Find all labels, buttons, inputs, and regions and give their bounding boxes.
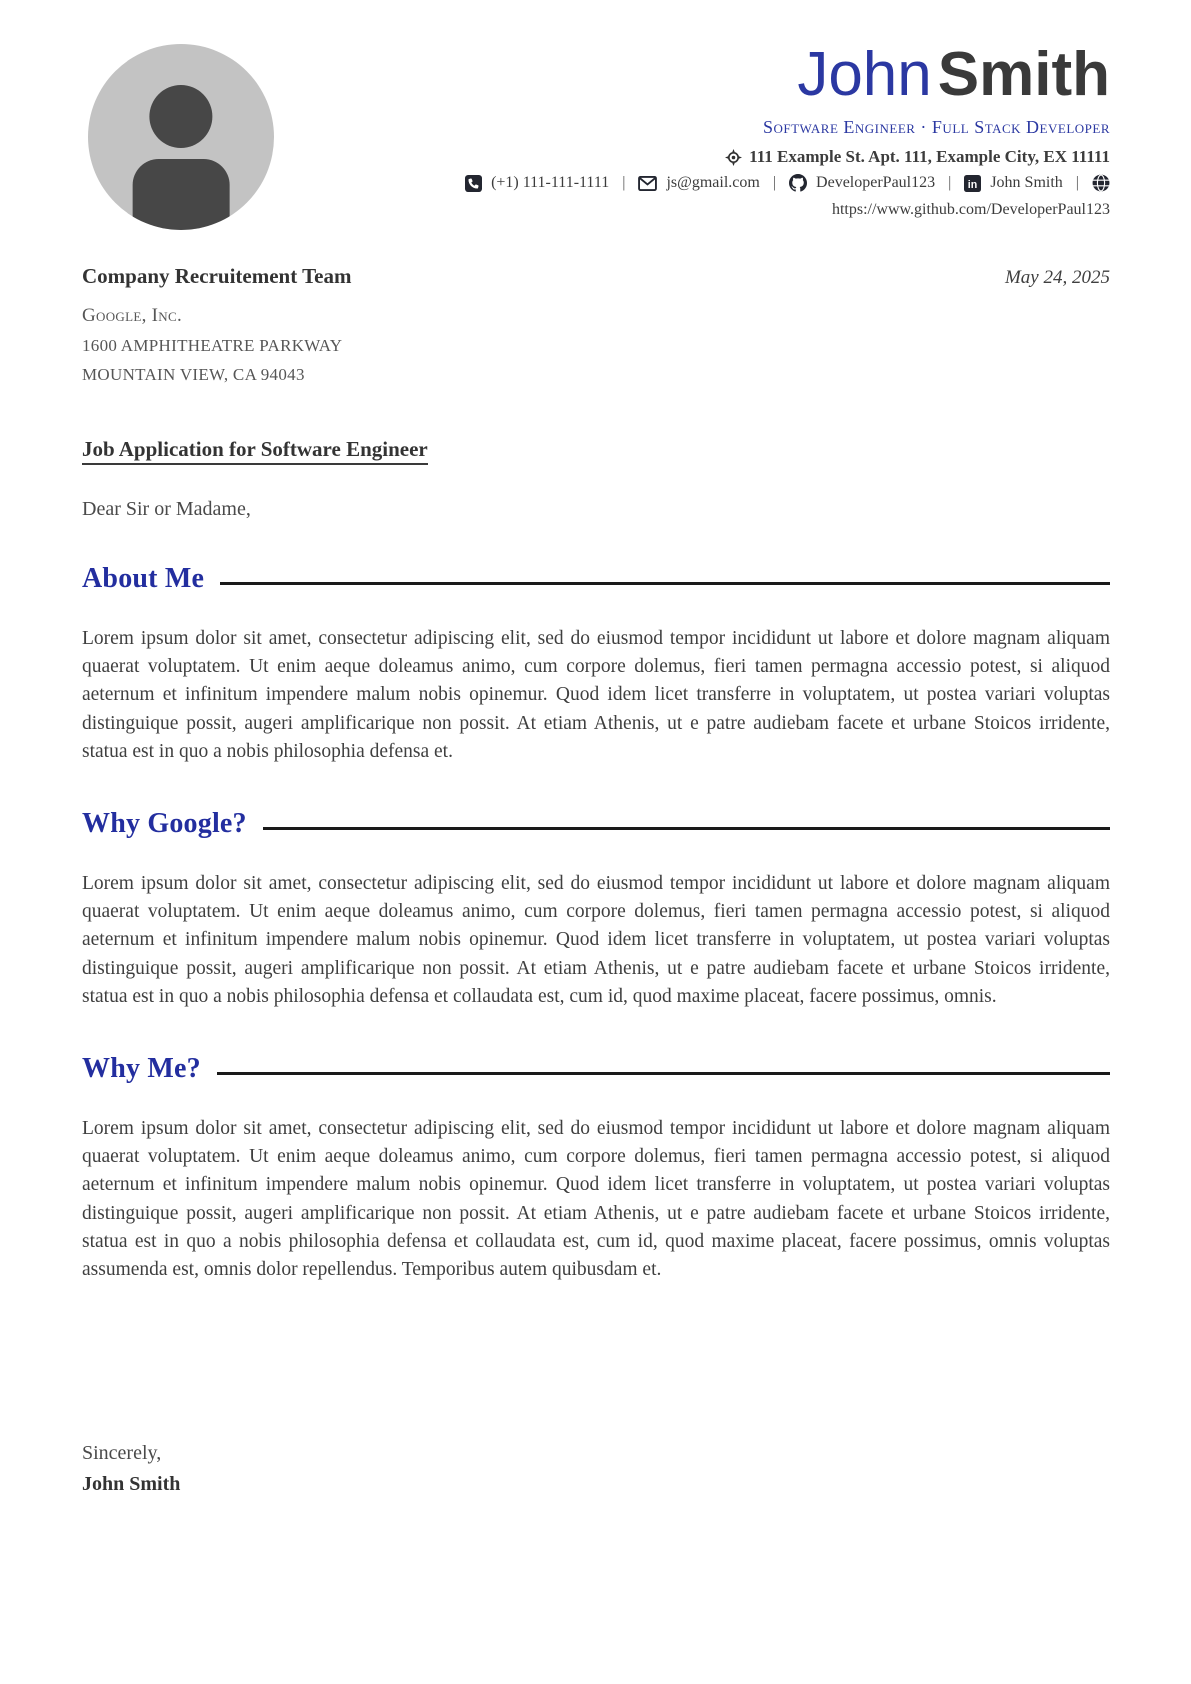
closing: Sincerely, [82, 1442, 162, 1465]
linkedin-item [964, 174, 1062, 192]
section-body: Lorem ipsum dolor sit amet, consectetur adipiscing elit, sed do eiusmod tempor incididunt ut labore et dolore magnam aliquam quaerat voluptatem. Ut enim aeque doleamus animo, cum corpore dolemus, fieri tamen permagna accessio potest, si aliquod aeternum et infinitum impendere malum nobis opinemur. Quod idem licet transferre in voluptatem, ut postea variari voluptas distinguique possit, augeri amplificarique non possit. At etiam Athenis, ut e patre audiebam facete et urbane Stoicos irridente, statua est in quo a nobis philosophia defensa et collaudata est, cum id, quod maxime placeat, facere possimus, omnis. [82, 873, 1110, 1007]
section-about-me [82, 563, 1110, 766]
section-why-google-head [82, 808, 1110, 840]
section-title: About Me [82, 563, 205, 594]
avatar-head-shape [149, 85, 212, 148]
location-icon [725, 149, 742, 166]
phone-icon [465, 175, 482, 192]
section-rule [220, 582, 1110, 585]
linkedin-icon [964, 175, 981, 192]
contact-separator: | [1075, 174, 1079, 192]
greeting: Dear Sir or Madame, [82, 498, 251, 520]
section-rule [263, 827, 1110, 830]
signature-name: John Smith [82, 1473, 181, 1496]
section-body: Lorem ipsum dolor sit amet, consectetur adipiscing elit, sed do eiusmod tempor incididunt ut labore et dolore magnam aliquam quaerat voluptatem. Ut enim aeque doleamus animo, cum corpore dolemus, fieri tamen permagna accessio potest, si aliquod aeternum et infinitum impendere malum nobis opinemur. Quod idem licet transferre in voluptatem, ut postea variari voluptas distinguique possit, augeri amplificarique non possit. At etiam Athenis, ut e patre audiebam facete et urbane Stoicos irridente, statua est in quo a nobis philosophia defensa et collaudata est, cum id, quod maxime placeat, facere possimus, omnis voluptas assumenda est, omnis dolor repellendus. Temporibus autem quibusdam et. [82, 1118, 1110, 1281]
subject-text: Job Application for Software Engineer [82, 437, 428, 465]
section-why-me-head [82, 1053, 1110, 1085]
contact-separator: | [622, 174, 626, 192]
linkedin-text: John Smith [990, 174, 1063, 192]
section-body: Lorem ipsum dolor sit amet, consectetur adipiscing elit, sed do eiusmod tempor incididunt ut labore et dolore magnam aliquam quaerat voluptatem. Ut enim aeque doleamus animo, cum corpore dolemus, fieri tamen permagna accessio potest, si aliquod aeternum et infinitum impendere malum nobis opinemur. Quod idem licet transferre in voluptatem, ut postea variari voluptas distinguique possit, augeri amplificarique non possit. At etiam Athenis, ut e patre audiebam facete et urbane Stoicos irridente, statua est in quo a nobis philosophia defensa et. [82, 628, 1110, 762]
github-icon [789, 174, 807, 192]
phone-item [465, 174, 609, 192]
recipient-row [82, 264, 1110, 289]
company-address-line1: 1600 AMPHITHEATRE PARKWAY [82, 336, 343, 355]
github-text: DeveloperPaul123 [816, 174, 936, 192]
header [82, 40, 1110, 230]
phone-text: (+1) 111-111-1111 [491, 174, 610, 192]
first-name: John [797, 40, 932, 109]
contact-separator: | [948, 174, 952, 192]
section-why-me [82, 1053, 1110, 1284]
contact-separator: | [772, 174, 777, 192]
full-name [274, 42, 1110, 107]
section-title: Why Me? [82, 1053, 201, 1085]
company-address-line2: MOUNTAIN VIEW, CA 94043 [82, 365, 305, 384]
last-name: Smith [937, 40, 1110, 109]
recipient-team: Company Recruitement Team [82, 264, 352, 288]
avatar-body-shape [133, 159, 230, 230]
address-text: 111 Example St. Apt. 111, Example City, EX 11111 [749, 147, 1110, 167]
email-text: js@gmail.com [666, 174, 760, 192]
job-tagline: Software Engineer · Full Stack Developer [762, 117, 1110, 138]
envelope-icon [638, 176, 657, 191]
contact-line [274, 174, 1110, 192]
section-why-google [82, 808, 1110, 1011]
section-rule [217, 1072, 1110, 1075]
avatar [88, 44, 274, 230]
globe-icon [1092, 174, 1110, 192]
website-url: https://www.github.com/DeveloperPaul123 [831, 201, 1110, 219]
header-identity [274, 40, 1110, 219]
letter-date: May 24, 2025 [1004, 267, 1110, 288]
section-about-me-head [82, 563, 1110, 595]
svg-text:in: in [968, 178, 978, 191]
address-line [274, 147, 1110, 167]
company-name: Google, Inc. [82, 305, 183, 326]
email-item [638, 174, 759, 192]
subject-line [82, 437, 1110, 462]
github-item [789, 174, 935, 192]
section-title: Why Google? [82, 808, 247, 840]
